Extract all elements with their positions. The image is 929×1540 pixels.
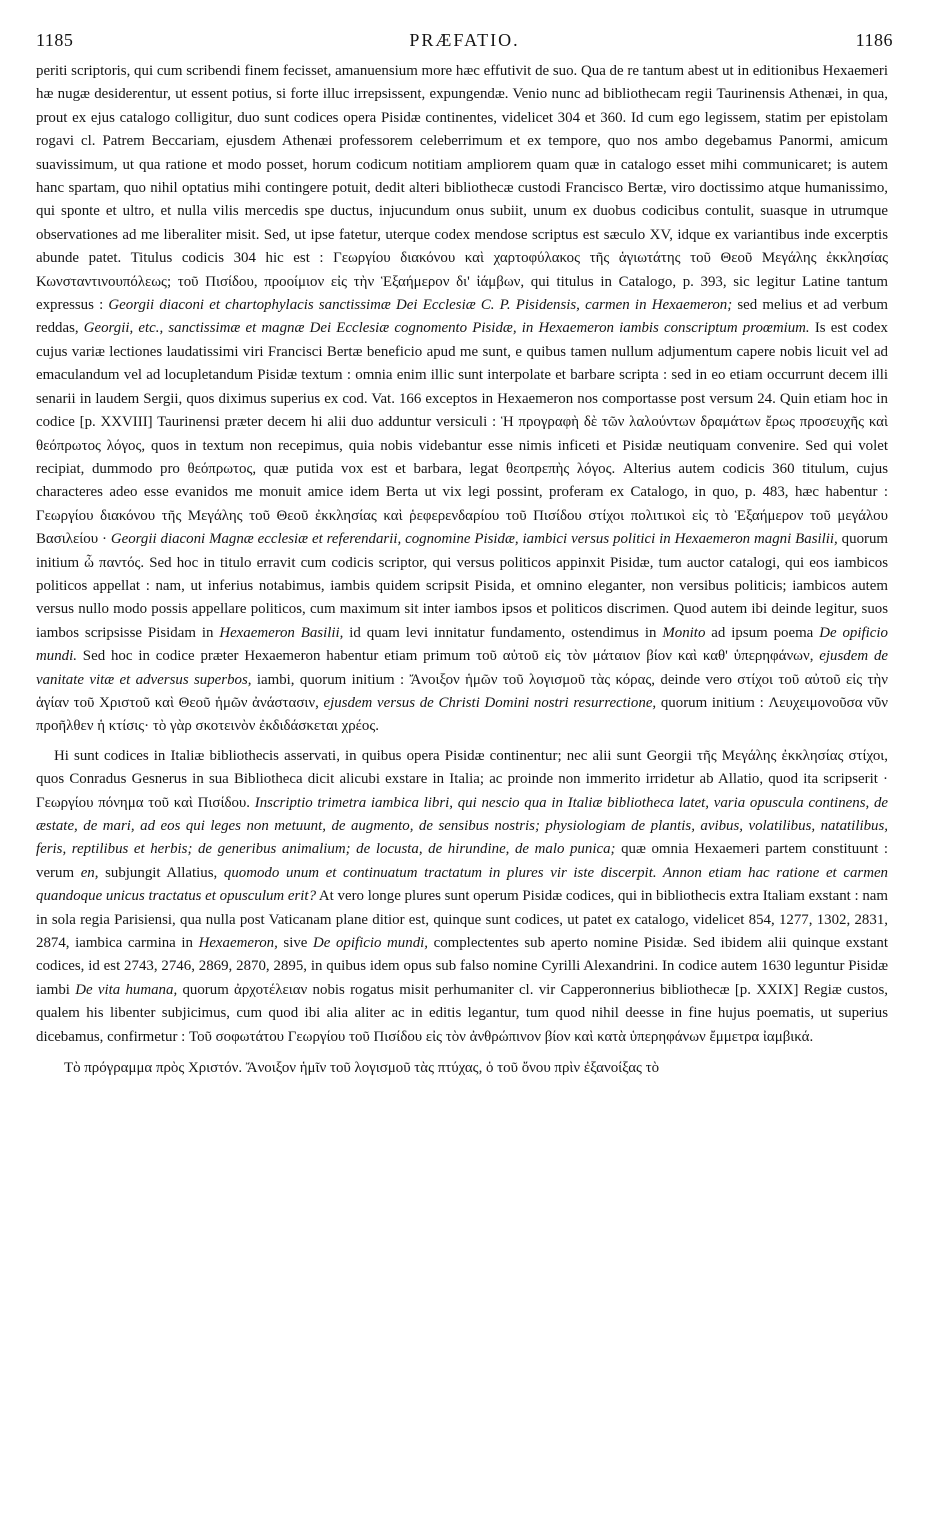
text-segment: quorum initium ὦ παντός. Sed hoc in titulo erravit cum codicis scriptor, qui versus politicos appinxit Pisidæ, tum auctor catalogi, qui eos iambicos politicos appellat : nam, ut inferius notabimus, iambis quidem scripsit Pisida, et omnino eleganter, non versibus politicis; iambicos autem versus nullo modo possis appellare politicos, cum maximum sit inter iambos ipsos et politicos discrimen. Quod autem ibi deinde legitur, suos iambos scripsisse Pisidam in [36,531,889,641]
column-number-left: 1185 [36,30,74,50]
text-segment: Τὸ πρόγραμμα πρὸς Χριστόν. Ἄνοιξον ἡμῖν τοῦ λογισμοῦ τὰς πτύχας, ὁ τοῦ ὄνου πρὶν ἐξανοίξας τὸ [64,1060,660,1077]
italic-text-segment: Georgii diaconi Magnæ ecclesiæ et referendarii, cognomine Pisidæ, iambici versus politici in Hexaemeron magni Basilii, [110,531,838,548]
text-segment: periti scriptoris, qui cum scribendi finem fecisset, amanuensium more hæc effutivit de suo. Qua de re tantum abest ut in editionibus Hexaemeri hæ nugæ desiderentur, ut essent potius, si forte illuc irrepsissent, expungendæ. Venio nunc ad bibliothecam regii Taurinensis Athenæi, in qua, prout ex ejus catalogo colligitur, duo sunt codices opera Pisidæ continentes, videlicet 304 et 360. Id cum ego legissem, statim per epistolam rogavi cl. Patrem Beccariam, ejusdem Athenæi professorem celeberrimum et ex tempore, quo nos ambo degebamus Panormi, amicum suavissimum, ut qua ratione et modo posset, horum codicum notitiam ampliorem quam quæ in catalogo esset mihi communicaret; is autem hanc spartam, quo nihil optatius mihi contingere potuit, dedit alteri bibliothecæ custodi Francisco Bertæ, viro doctissimo atque humanissimo, qui sponte et ultro, et nulla vilis mercedis spe ductus, injucundum onus subiit, unum ex duobus codicibus contulit, suasque in utrumque observationes ad me liberaliter misit. Sed, ut ipse fatetur, uterque codex mendose scriptus est sæculo XV, idque ex variantibus inde excerptis abunde patet. Titulus codicis 304 hic est : Γεωργίου διακόνου καὶ χαρτοφύλακος τῆς ἁγιωτάτης τοῦ Θεοῦ Μεγάλης ἐκκλησίας Κωνσταντινουπόλεως; τοῦ Πισίδου, προοίμιον εἰς τὴν Ἑξαήμερον δι' ἰάμβων, qui titulus in Catalogo, p. 393, sic legitur Latine tantum expressus : [36,63,888,314]
text-segment: Hi sunt codices in Italiæ bibliothecis asservati, in quibus opera Pisidæ continentur; nec alii sunt Georgii τῆς Μεγάλης ἐκκλησίας στίχοι, quos Conradus Gesnerus in sua Bibliotheca dicit alicubi exstare in Italia; ac proinde non immerito irridetur ab Allatio, quod ita scripserit · Γεωργίου πόνημα τοῦ καὶ Πισίδου. [36,747,888,811]
italic-text-segment: Inscriptio trimetra iambica libri, qui nescio qua in Italiæ bibliotheca latet, varia opuscula continens, de æstate, de mari, ad eos qui leges non metuunt, de augmento, de sensibus nostris; physiologiam de plantis, avibus, volatilibus, natatilibus, feris, reptilibus et herbis; de generibus animalium; de locusta, de hirundine, de malo punica; [36,794,888,858]
running-title: PRÆFATIO. [409,30,520,50]
italic-text-segment: Georgii diaconi et chartophylacis sanctissimæ Dei Ecclesiæ C. P. Pisidensis, carmen in Hexaemeron; [108,297,733,314]
paragraph-continued [36,60,888,739]
italic-text-segment: Hexaemeron Basilii, [219,624,344,641]
italic-text-segment: quomodo unum et continuatum tractatum in plures vir iste discerpit. Annon etiam hac ratione et carmen quandoque unicus tractatus et opusculum erit? [36,864,888,905]
main-text [36,60,888,1080]
text-segment: Is est codex cujus variæ lectiones laudatissimi viri Francisci Bertæ beneficio apud me sunt, e quibus tamen nullum adjumentum capere nobis licuit vel ad emaculandum vel ad locupletandum Pisidæ textum : omnia enim illic sunt interpolate et barbare scripta : sed in eo etiam occurrunt decem illi senarii in laudem Sergii, quos diximus superius ex cod. Vat. 166 exceptos in Hexaemeron nos comportasse post versum 24. Quin etiam hoc in codice [p. XXVIII] Taurinensi præter decem hi alii duo adduntur versiculi : Ἡ προγραφὴ δὲ τῶν λαλούντων δραμάτων ἔρως προσευχῆς καὶ θεόπρωτος λόγος, quos in textum non recepimus, quia nobis videbantur esse nimis inficeti et Pisidæ neutiquam convenire. Sed qui volet recipiat, dummodo pro θεόπρωτος, quæ putida vox est et barbara, legat θεοπρεπὴς λόγος. Alterius autem codicis 360 titulum, cujus characteres adeo esse evanidos me monuit amice idem Berta ut vix legi possint, proferam ex Catalogo, in quo, p. 483, hæc habentur : Γεωργίου διακόνου τῆς Μεγάλης τοῦ Θεοῦ ἐκκλησίας καὶ ῥεφερενδαρίου τοῦ Πισίδου στίχοι πολιτικοὶ εἰς τὸ Ἑξαήμερον τοῦ μεγάλου Βασιλείου · [36,320,888,548]
italic-text-segment: De vita humana, [75,981,178,998]
text-segment: iambi, quorum initium : Ἄνοιξον ἡμῶν τοῦ λογισμοῦ τὰς κόρας, deinde vero στίχοι τοῦ αὐτοῦ εἰς τὴν ἁγίαν τοῦ Χριστοῦ καὶ Θεοῦ ἡμῶν ἀνάστασιν, [36,671,888,711]
italic-text-segment: De opificio mundi, [313,935,428,952]
text-segment: At vero longe plures sunt operum Pisidæ codices, qui in bibliothecis extra Italiam exstant : nam in sola regia Parisiensi, qua nulla post Vaticanam plane ditior est, quinque sunt codices, ut patet ex catalogo, videlicet 854, 1277, 1302, 2831, 2874, iambica carmina in [36,888,888,952]
text-segment: subjungit Allatius, [98,864,224,881]
text-segment: sive [277,935,313,952]
italic-text-segment: ejusdem de vanitate vitæ et adversus superbos, [36,648,888,688]
italic-text-segment: en, [80,864,99,881]
italic-text-segment: De opificio mundi. [36,624,888,665]
text-segment: quæ omnia Hexaemeri partem constituunt : verum [36,841,888,881]
italic-text-segment: Hexaemeron, [198,935,278,952]
column-number-right: 1186 [855,30,893,50]
italic-text-segment: Georgii, etc., sanctissimæ et magnæ Dei Ecclesiæ cognomento Pisidæ, in Hexaemeron iambis conscriptum proœmium. [83,320,810,337]
text-segment: quorum initium : Λευχειμονοῦσα νῦν προῆλθεν ἡ κτίσις· τὸ γὰρ σκοτεινὸν ἐκδιδάσκεται χρέος. [36,694,889,735]
text-segment: quorum ἀρχοτέλειαν nobis rogatus misit perhumaniter cl. vir Capperonnerius bibliothecæ [p. XXIX] Regiæ custos, qualem his libenter subjicimus, cum quod ibi alia aliter ac in editis legantur, tum quod nihil deesse in fine hujus poematis, ut superius dicebamus, confirmetur : Τοῦ σοφωτάτου Γεωργίου τοῦ Πισίδου εἰς τὸν ἀνθρώπινον βίον καὶ κατὰ ὑπερηφάνων ἔμμετρα ἰαμβικά. [36,981,888,1045]
paragraph-codices [36,745,888,1049]
text-segment: ad ipsum poema [705,624,820,641]
text-segment: complectentes sub aperto nomine Pisidæ. Sed ibidem alii quinque exstant codices, id est 2743, 2746, 2869, 2870, 2895, in quibus idem opus sub falso nomine Cyrilli Alexandrini. In codice autem 1630 leguntur Pisidæ iambi [36,935,888,998]
italic-text-segment: ejusdem versus de Christi Domini nostri resurrectione, [323,694,657,711]
text-segment: id quam levi innitatur fundamento, ostendimus in [343,624,663,641]
paragraph-greek-incipit [36,1057,888,1080]
text-segment: sed melius et ad verbum reddas, [36,297,888,337]
text-segment: Sed hoc in codice præter Hexaemeron habentur etiam primum τοῦ αὐτοῦ εἰς τὸν μάταιον βίον καὶ καθ' ὑπερηφάνων, [76,648,820,665]
running-head [36,30,893,56]
italic-text-segment: Monito [662,624,706,641]
